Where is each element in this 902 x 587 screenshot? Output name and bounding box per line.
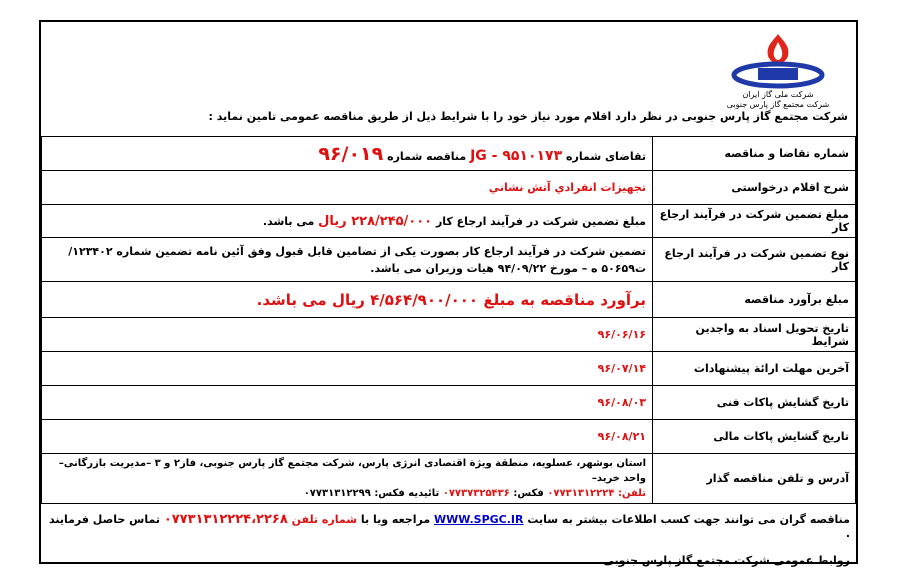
footer-phone-numbers: ۰۷۷۳۱۳۱۲۲۲۴،۲۲۶۸ — [163, 512, 288, 527]
intro-text: شرکت مجتمع گاز پارس جنوبی در نظر دارد اقلام مورد نیاز خود را با شرایط ذیل از طریق مناقصه عمومی تامین نماید : — [208, 110, 848, 123]
fax-label: فکس: — [513, 488, 544, 499]
footer — [41, 512, 856, 567]
phone-label: تلفن: — [617, 488, 646, 499]
row-label: آخرین مهلت ارائة پیشنهادات — [653, 352, 856, 386]
logo-caption-1: شرکت ملی گاز ایران — [742, 90, 814, 99]
fax-confirm-number: ۰۷۷۳۱۳۱۲۲۹۹ — [303, 488, 371, 499]
submission-deadline: ۹۶/۰۷/۱۴ — [42, 352, 653, 386]
technical-opening-date: ۹۶/۰۸/۰۳ — [42, 386, 653, 420]
contact-line — [48, 486, 646, 501]
fax-confirm-label: تائیدیه فکس: — [374, 488, 440, 499]
nigc-logo-icon — [728, 30, 828, 90]
row-label: مبلغ تضمین شرکت در فرآیند ارجاع کار — [653, 205, 856, 238]
fax-number: ۰۷۷۳۷۳۲۵۴۳۶ — [442, 488, 510, 499]
table-row — [42, 386, 856, 420]
phone-number: ۰۷۷۳۱۳۱۲۲۲۴ — [547, 488, 615, 499]
tender-number: ۹۶/۰۱۹ — [318, 142, 384, 165]
row-label: نوع تضمین شرکت در فرآیند ارجاع کار — [653, 238, 856, 282]
table-row — [42, 205, 856, 238]
row-label: تاریخ تحویل اسناد به واجدین شرایط — [653, 318, 856, 352]
address-contact — [42, 454, 653, 504]
items-description: تجهيزات انفرادي آتش نشاني — [42, 171, 653, 205]
row-label: تاریخ گشایش پاکات مالی — [653, 420, 856, 454]
financial-opening-date: ۹۶/۰۸/۲۱ — [42, 420, 653, 454]
row-label: مبلغ برآورد مناقصه — [653, 282, 856, 318]
row-value — [42, 205, 653, 238]
row-label: شماره تقاضا و مناقصه — [653, 137, 856, 171]
footer-text-3: تماس حاصل فرمایند . — [49, 513, 850, 540]
table-row — [42, 238, 856, 282]
tender-prefix: مناقصه شماره — [387, 149, 467, 163]
table-row — [42, 137, 856, 171]
table-row — [42, 454, 856, 504]
table-row — [42, 171, 856, 205]
signature: روابط عمومی شرکت مجتمع گاز پارس جنوبی — [603, 554, 850, 567]
docs-delivery-date: ۹۶/۰۶/۱۶ — [42, 318, 653, 352]
request-prefix: تقاضای شماره — [566, 149, 646, 163]
footer-contact-line — [47, 512, 850, 540]
footer-text-1: مناقصه گران می توانند جهت کسب اطلاعات بیشتر به سایت — [527, 513, 850, 526]
tender-table — [41, 136, 856, 504]
row-label: تاریخ گشایش پاکات فنی — [653, 386, 856, 420]
guarantee-suffix: می باشد. — [262, 214, 315, 228]
logo-caption-2: شرکت مجتمع گاز پارس جنوبی — [726, 100, 830, 109]
row-value — [42, 137, 653, 171]
website-link[interactable]: WWW.SPGC.IR — [433, 513, 524, 526]
table-row — [42, 282, 856, 318]
row-label: آدرس و تلفن مناقصه گذار — [653, 454, 856, 504]
table-row — [42, 318, 856, 352]
document-frame — [39, 20, 858, 567]
address-text: استان بوشهر، عسلویه، منطقة ویژة اقتصادی انرژی پارس، شرکت مجتمع گاز پارس جنوبی، فاز۲ و ۳ –مدیریت بازرگانی–واحد خرید– — [58, 458, 646, 484]
guarantee-text: مبلغ تضمین شرکت در فرآیند ارجاع کار — [435, 214, 646, 228]
table-row — [42, 352, 856, 386]
request-number: JG - ۹۵۱۰۱۷۳ — [470, 147, 563, 164]
row-label: شرح اقلام درخواستی — [653, 171, 856, 205]
footer-text-2: مراجعه ویا با — [360, 513, 431, 526]
guarantee-amount: ۲۲۸/۲۴۵/۰۰۰ ریال — [318, 213, 433, 229]
table-row — [42, 420, 856, 454]
guarantee-type: تضمین شرکت در فرآیند ارجاع کار بصورت یکی از تضامین قابل قبول وفق آئین نامه تضمین شماره ۱۲۳۴۰۲/ت۵۰۶۵۹ ه – مورخ ۹۴/۰۹/۲۲ هیات وزیران می باشد. — [42, 238, 653, 282]
estimate-value: برآورد مناقصه به مبلغ ۴/۵۶۴/۹۰۰/۰۰۰ ریال می باشد. — [42, 282, 653, 318]
footer-phone-label: شماره تلفن — [291, 513, 358, 526]
